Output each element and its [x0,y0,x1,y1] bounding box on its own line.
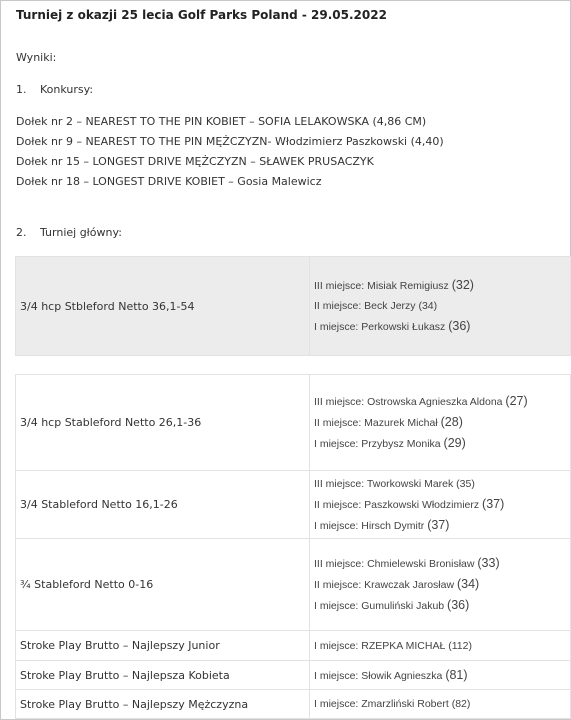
result-line: II miejsce: Paszkowski Włodzimierz (37) [314,496,505,511]
results-cell [310,690,571,719]
table-row [16,471,571,539]
results-cell [310,471,571,539]
category-cell: Stroke Play Brutto – Najlepszy Junior [16,631,310,661]
score: (27) [505,394,528,408]
score: (34) [418,300,438,312]
section-1-heading [16,83,93,96]
result-line: II miejsce: Krawczak Jarosław (34) [314,577,480,591]
score: (37) [482,496,505,511]
results-cell [310,539,571,631]
category-cell: 3/4 Stableford Netto 16,1-26 [16,471,310,539]
konkurs-item: Dołek nr 9 – NEAREST TO THE PIN MĘŻCZYZN- Włodzimierz Paszkowski (4,40) [16,135,444,148]
score: (33) [477,556,500,570]
score: (36) [447,598,470,612]
result-line: I miejsce: Zmarzliński Robert (82) [314,698,471,710]
result-line: I miejsce: Perkowski Łukasz (36) [314,319,471,333]
results-cell [310,661,571,690]
table-row [16,375,571,471]
score: (29) [443,436,466,450]
result-line: III miejsce: Tworkowski Marek (35) [314,477,475,490]
section-number: 2. [16,226,27,239]
table-row [16,631,571,661]
table-row [16,690,571,719]
score: (81) [445,667,468,682]
table-row [16,539,571,631]
result-line: I miejsce: Hirsch Dymitr (37) [314,517,450,532]
score: (32) [451,278,474,292]
score: (34) [456,577,480,591]
section-label: Konkursy: [40,83,94,96]
score: (36) [448,319,471,333]
konkurs-item: Dołek nr 18 – LONGEST DRIVE KOBIET – Gosia Malewicz [16,175,322,188]
score: (28) [440,415,463,429]
section-label: Turniej główny: [40,226,122,239]
score: (35) [456,477,475,490]
result-line: I miejsce: Przybysz Monika (29) [314,436,466,450]
result-line: II miejsce: Mazurek Michał (28) [314,415,463,429]
table-row [16,257,571,356]
category-cell: 3/4 hcp Stableford Netto 26,1-36 [16,375,310,471]
spacer-row [16,356,571,375]
page-title: Turniej z okazji 25 lecia Golf Parks Poland - 29.05.2022 [16,8,387,22]
result-line: III miejsce: Misiak Remigiusz (32) [314,278,474,292]
section-2-heading [16,226,122,239]
konkurs-item: Dołek nr 15 – LONGEST DRIVE MĘŻCZYZN – SŁAWEK PRUSACZYK [16,155,374,168]
result-line: I miejsce: RZEPKA MICHAŁ (112) [314,639,472,652]
result-line: I miejsce: Gumuliński Jakub (36) [314,598,470,612]
score: (37) [427,517,450,532]
category-cell: 3/4 hcp Stbleford Netto 36,1-54 [16,257,310,356]
result-line: III miejsce: Chmielewski Bronisław (33) [314,556,500,570]
results-table [15,256,571,719]
result-line: II miejsce: Beck Jerzy (34) [314,300,438,312]
result-line: III miejsce: Ostrowska Agnieszka Aldona (27) [314,394,528,408]
result-line: I miejsce: Słowik Agnieszka (81) [314,667,468,682]
category-cell: Stroke Play Brutto – Najlepsza Kobieta [16,661,310,690]
results-cell [310,631,571,661]
score: (112) [448,639,472,652]
results-cell [310,375,571,471]
wyniki-label: Wyniki: [16,51,57,64]
table-row [16,661,571,690]
konkurs-item: Dołek nr 2 – NEAREST TO THE PIN KOBIET – SOFIA LELAKOWSKA (4,86 CM) [16,115,427,128]
results-cell [310,257,571,356]
category-cell: ¾ Stableford Netto 0-16 [16,539,310,631]
section-number: 1. [16,83,27,96]
score: (82) [451,698,471,710]
category-cell: Stroke Play Brutto – Najlepszy Mężczyzna [16,690,310,719]
